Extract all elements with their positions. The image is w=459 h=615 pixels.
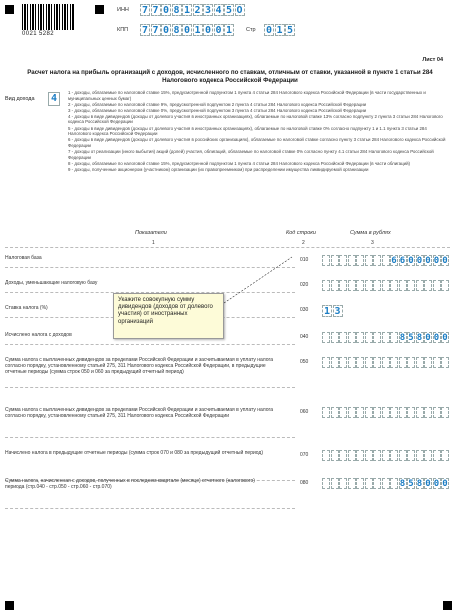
income-type-option: 7 - доходы от реализации (иного выбытия) акций (долей) участия, облигаций, облагаемые по налоговой ставке 0% согласно пункту 4.1 статьи 284 Налогового кодекса Российской Федерации — [68, 148, 434, 160]
digit-cell: 0 — [425, 479, 431, 489]
corner-marker-bottom-left — [5, 601, 14, 610]
digit-cell: 3 — [334, 306, 341, 317]
digit-cell — [416, 407, 424, 418]
row-divider — [5, 387, 295, 388]
digit-cell — [424, 450, 432, 461]
column-number-1: 1 — [152, 240, 155, 246]
digit-cell — [331, 478, 339, 489]
corner-marker-top-left — [5, 5, 14, 14]
income-type-option: 1 - доходы, облагаемые по налоговой ставке 15%, предусмотренной подпунктом 1 пункта 4 статьи 284 Налогового кодекса Российской Федерации (в части государственных и муниципальных ценных бумаг) — [68, 90, 426, 101]
digit-cell — [356, 280, 364, 291]
digit-cell — [373, 332, 381, 343]
digit-cell: 0 — [416, 256, 423, 266]
digit-cell — [382, 255, 390, 266]
digit-cell — [356, 407, 364, 418]
digit-cell: 7 — [141, 25, 149, 36]
income-type-option: 4 - доходы в виде дивидендов (доходы от долевого участия в иностранных организациях), облагаемые по налоговой ставке 13% согласно подпункту 2 пункта 3 статьи 284 Налогового кодекса Российской Федерации — [68, 113, 443, 125]
digit-cell — [348, 478, 356, 489]
column-number-3: 3 — [371, 240, 374, 246]
digit-cell — [424, 280, 432, 291]
digit-cell: 5 — [408, 479, 414, 489]
row-amount-field[interactable] — [322, 450, 450, 461]
digit-cell: O — [236, 5, 243, 16]
digit-cell — [407, 407, 415, 418]
digit-cell — [331, 332, 339, 343]
digit-cell: 1 — [194, 25, 201, 36]
digit-cell — [322, 478, 330, 489]
kpp-field[interactable] — [140, 24, 235, 36]
digit-cell — [331, 450, 339, 461]
digit-cell — [373, 407, 381, 418]
digit-cell — [382, 407, 390, 418]
barcode — [22, 4, 74, 30]
page-label: Стр — [246, 27, 256, 33]
digit-cell — [433, 407, 441, 418]
row-amount-field[interactable] — [322, 357, 450, 368]
digit-cell — [348, 280, 356, 291]
row-amount-field[interactable] — [322, 407, 450, 418]
digit-cell — [356, 450, 364, 461]
row-label: Доходы, уменьшающие налоговую базу — [5, 280, 98, 286]
row-amount-field[interactable] — [322, 255, 450, 266]
digit-cell — [373, 357, 381, 368]
digit-cell: 0 — [433, 479, 440, 489]
digit-cell — [390, 357, 398, 368]
row-code: 040 — [300, 334, 309, 340]
digit-cell — [382, 280, 390, 291]
digit-cell — [339, 332, 347, 343]
income-type-legend — [68, 90, 450, 173]
digit-cell: 0 — [433, 256, 440, 266]
digit-cell — [365, 280, 373, 291]
income-type-option: 8 - доходы, облагаемые по налоговой ставке 15%, предусмотренной подпунктом 1 пункта 4 статьи 284 Налогового кодекса Российской Федерации (в части облигаций) — [68, 160, 410, 166]
digit-cell — [331, 357, 339, 368]
digit-cell — [348, 255, 356, 266]
column-header-amount: Сумма в рублях — [350, 230, 391, 236]
income-type-option: 9 - доходы, полученные акционером (участником) организации (их правопреемником) при распределении имущества ликвидируемой организации — [68, 166, 369, 172]
digit-cell — [322, 280, 330, 291]
row-code: 050 — [300, 359, 309, 365]
digit-cell — [339, 407, 347, 418]
digit-cell — [441, 280, 449, 291]
digit-cell — [365, 332, 373, 343]
row-label: Сумма налога с выплаченных дивидендов за пределами Российской Федерации и засчитываемая в уплату налога согласно порядку, установленному статьей 275, 311 Налогового кодекса Российской Федерации — [5, 407, 274, 420]
digit-cell — [424, 357, 432, 368]
row-divider — [5, 344, 295, 345]
digit-cell: 6 — [391, 256, 397, 266]
income-type-option: 5 - доходы в виде дивидендов (доходы от долевого участия в иностранных организациях), облагаемые по налоговой ставке 0% согласно подпункту 1 и 1.1 пункта 3 статьи 284 Налогового кодекса Российской Федерации — [68, 125, 427, 137]
kpp-label: КПП — [117, 27, 129, 33]
digit-cell: 0 — [183, 25, 191, 36]
digit-cell — [365, 357, 373, 368]
digit-cell: 4 — [215, 5, 222, 16]
column-header-line-code: Код строки — [286, 230, 316, 236]
digit-cell — [373, 450, 381, 461]
digit-cell: 0 — [162, 25, 170, 36]
row-divider — [5, 508, 295, 509]
digit-cell: 8 — [416, 479, 423, 489]
income-type-label: Вид дохода — [5, 96, 35, 102]
digit-cell: 2 — [194, 5, 201, 16]
form-title: Расчет налога на прибыль организаций с доходов, исчисленного по ставкам, отличным от ставки, указанной в пункте 1 статьи 284 Налогового кодекса Российской Федерации — [27, 69, 433, 84]
income-type-field[interactable]: 4 — [48, 92, 60, 106]
digit-cell — [339, 450, 347, 461]
digit-cell — [365, 255, 373, 266]
digit-cell — [339, 478, 347, 489]
digit-cell: 8 — [416, 333, 423, 343]
digit-cell: 0 — [425, 256, 431, 266]
inn-label: ИНН — [117, 7, 129, 13]
digit-cell: 0 — [442, 479, 448, 489]
column-header-indicator: Показатели — [135, 230, 167, 236]
digit-cell: 5 — [286, 25, 294, 36]
row-code: 080 — [300, 480, 309, 486]
row-amount-field[interactable] — [322, 332, 450, 343]
digit-cell: 0 — [162, 5, 170, 16]
digit-cell — [373, 478, 381, 489]
digit-cell — [390, 280, 398, 291]
digit-cell: 8 — [173, 5, 180, 16]
digit-cell — [407, 280, 415, 291]
digit-cell — [382, 332, 390, 343]
inn-field[interactable] — [140, 4, 245, 16]
digit-cell — [441, 357, 449, 368]
row-code: 070 — [300, 452, 309, 458]
digit-cell: 0 — [265, 25, 273, 36]
row-code: 060 — [300, 409, 309, 415]
digit-cell: 5 — [408, 333, 414, 343]
corner-marker-bottom-right — [443, 601, 452, 610]
digit-cell — [399, 450, 407, 461]
digit-cell — [356, 357, 364, 368]
digit-cell — [322, 357, 330, 368]
digit-cell — [348, 450, 356, 461]
digit-cell — [390, 407, 398, 418]
row-label: Налоговая база — [5, 255, 42, 261]
digit-cell — [339, 280, 347, 291]
digit-cell: 0 — [433, 333, 440, 343]
sheet-label: Лист 04 — [422, 57, 443, 63]
barcode-number: 0021 5282 — [22, 31, 54, 37]
income-type-option: 3 - доходы, облагаемые по налоговой ставке 0%, предусмотренной подпунктом 3 пункта 4 статьи 284 Налогового кодекса Российской Федерации — [68, 107, 367, 113]
digit-cell — [433, 450, 441, 461]
row-code: 020 — [300, 282, 309, 288]
digit-cell — [365, 478, 373, 489]
digit-cell: 1 — [225, 25, 233, 36]
corner-marker-top-right — [95, 5, 104, 14]
digit-cell — [382, 450, 390, 461]
digit-cell: 8 — [173, 25, 180, 36]
digit-cell: 7 — [141, 5, 149, 16]
digit-cell — [322, 450, 330, 461]
digit-cell — [322, 255, 330, 266]
row-amount-field[interactable] — [322, 478, 450, 489]
digit-cell — [399, 280, 407, 291]
digit-cell — [348, 407, 356, 418]
digit-cell: 3 — [204, 5, 212, 16]
digit-cell — [356, 332, 364, 343]
header-divider — [5, 247, 450, 248]
digit-cell — [322, 332, 330, 343]
digit-cell — [356, 478, 364, 489]
digit-cell: 7 — [152, 25, 159, 36]
digit-cell — [407, 450, 415, 461]
income-type-option: 6 - доходы в виде дивидендов (доходы от долевого участия в российских организациях), облагаемые по налоговой ставке согласно пункту 3 статьи 284 Налогового кодекса Российской Федерации — [68, 137, 446, 148]
digit-cell — [382, 357, 390, 368]
income-type-option: 2 - доходы, облагаемые по налоговой ставке 9%, предусмотренной подпунктом 2 пункта 4 статьи 284 Налогового кодекса Российской Федерации — [68, 101, 367, 107]
row-code: 030 — [300, 307, 309, 313]
digit-cell — [416, 280, 424, 291]
digit-cell — [331, 407, 339, 418]
digit-cell — [399, 357, 407, 368]
digit-cell: 1 — [276, 25, 283, 36]
row-code: 010 — [300, 257, 309, 263]
digit-cell — [331, 255, 339, 266]
hint-tooltip: Укажите совокупную сумму дивидендов (доходов от долевого участия) от иностранных организаций — [113, 293, 224, 339]
digit-cell: 0 — [204, 25, 212, 36]
digit-cell — [390, 332, 398, 343]
digit-cell — [373, 280, 381, 291]
digit-cell — [416, 450, 424, 461]
digit-cell — [331, 280, 339, 291]
tooltip-pointer — [224, 255, 294, 305]
digit-cell: 6 — [399, 256, 406, 266]
digit-cell: 0 — [442, 256, 448, 266]
row-label: Исчислено налога с доходов — [5, 332, 72, 338]
digit-cell: 5 — [225, 5, 233, 16]
digit-cell: 1 — [323, 306, 331, 317]
row-label: Сумма налога с выплаченных дивидендов за пределами Российской Федерации и засчитываемая в уплату налога согласно порядку, установленному статьей 275, 311 Налогового кодекса Российской Федерации, в предыдущие отчетные периоды (сумма строк 050 и 060 за предыдущий отчетный период) — [5, 357, 274, 376]
digit-cell: 0 — [425, 333, 431, 343]
digit-cell — [433, 357, 441, 368]
digit-cell — [390, 450, 398, 461]
page-number-field[interactable] — [264, 24, 296, 36]
digit-cell — [365, 407, 373, 418]
digit-cell: 8 — [399, 479, 406, 489]
digit-cell: 0 — [408, 256, 414, 266]
digit-cell: 1 — [183, 5, 191, 16]
digit-cell — [441, 450, 449, 461]
digit-cell: 0 — [442, 333, 448, 343]
digit-cell — [416, 357, 424, 368]
column-number-2: 2 — [302, 240, 305, 246]
row-amount-field[interactable] — [322, 280, 450, 291]
digit-cell — [390, 478, 398, 489]
row-label: Сумма налога, начисленная с доходов, полученных в последнем квартале (месяце) отчетного (налогового) периода (стр.040 - стр.050 - стр.060 - стр.070) — [5, 478, 255, 491]
row-amount-field[interactable] — [322, 305, 343, 317]
digit-cell — [382, 478, 390, 489]
digit-cell — [441, 407, 449, 418]
digit-cell — [322, 407, 330, 418]
row-label: Начислено налога в предыдущие отчетные периоды (сумма строк 070 и 080 за предыдущий отчетный период) — [5, 450, 264, 456]
row-divider — [5, 437, 295, 438]
digit-cell — [399, 407, 407, 418]
digit-cell — [424, 407, 432, 418]
digit-cell: 8 — [399, 333, 406, 343]
row-label: Ставка налога (%) — [5, 305, 48, 311]
digit-cell — [373, 255, 381, 266]
digit-cell — [339, 255, 347, 266]
digit-cell — [348, 357, 356, 368]
digit-cell — [365, 450, 373, 461]
digit-cell — [356, 255, 364, 266]
digit-cell — [348, 332, 356, 343]
digit-cell — [407, 357, 415, 368]
digit-cell — [433, 280, 441, 291]
digit-cell — [339, 357, 347, 368]
digit-cell: 0 — [215, 25, 222, 36]
digit-cell: 7 — [152, 5, 159, 16]
